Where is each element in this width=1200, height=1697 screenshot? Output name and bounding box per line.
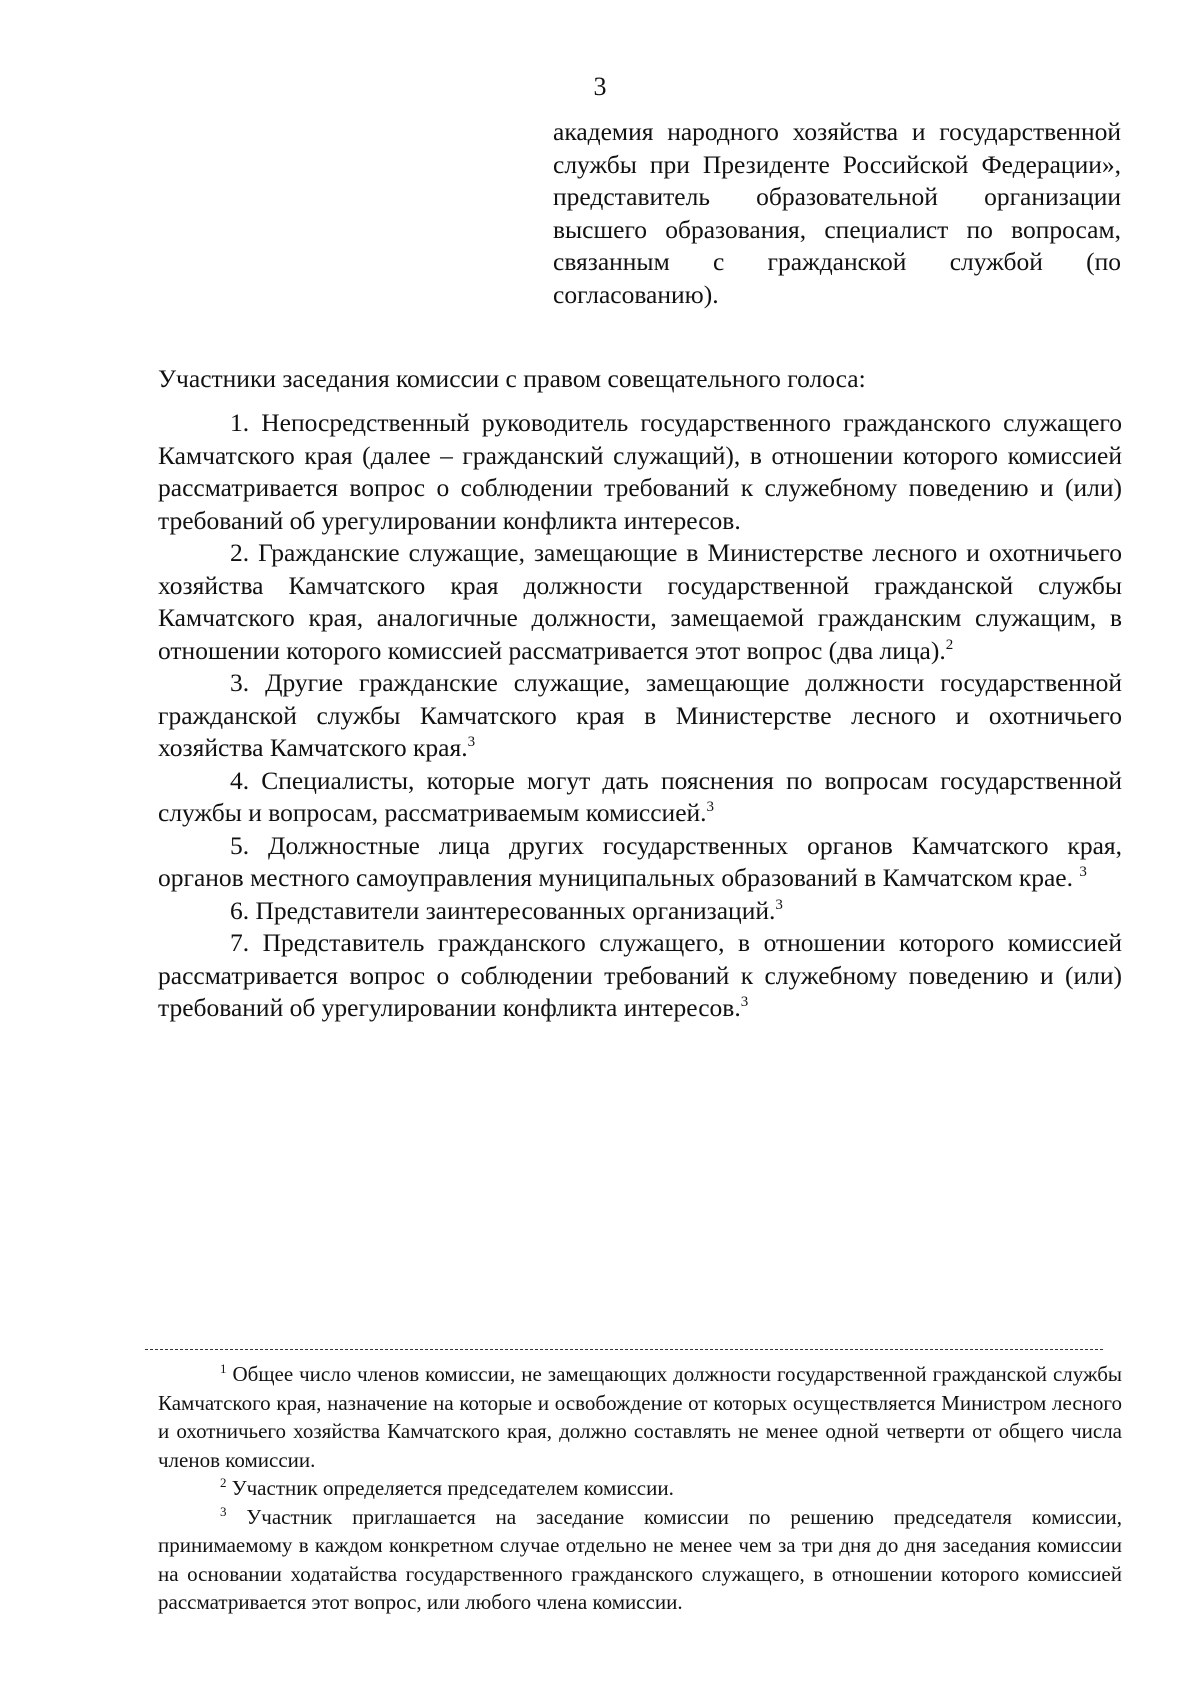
footnote-text: Участник приглашается на заседание комиссии по решению председателя комиссии, принимаемому в каждом конкретном случае отдельно не менее чем за три дня до дня заседания комиссии на основании ходатайства государственного гражданского служащего, в отношении которого комиссией рассматривается этот вопрос, или любого члена комиссии. [158, 1504, 1122, 1614]
footnote-number: 2 [220, 1475, 227, 1490]
footnotes [158, 1360, 1122, 1617]
list-item [158, 830, 1122, 895]
footnote-number: 1 [220, 1361, 227, 1376]
footnote-separator [145, 1349, 1103, 1350]
footnote-ref: 3 [467, 734, 476, 750]
footnote-ref: 3 [740, 994, 749, 1010]
footnote [158, 1474, 1122, 1503]
list-item [158, 895, 1122, 928]
footnote-ref: 3 [775, 896, 783, 913]
page-number: 3 [593, 72, 607, 101]
list-item-text: 5. Должностные лица других государственных органов Камчатского края, органов местного самоуправления муниципальных образований в Камчатском крае. [158, 830, 1122, 892]
section-heading: Участники заседания комиссии с правом совещательного голоса: [158, 364, 866, 393]
list-item-text: 4. Специалисты, которые могут дать пояснения по вопросам государственной службы и вопросам, рассматриваемым комиссией. [158, 765, 1122, 827]
commission-member-continuation: академия народного хозяйства и государственной службы при Президенте Российской Федерации», представитель образовательной организации высшего образования, специалист по вопросам, связанным с гражданской службой (по согласованию). [553, 117, 1121, 309]
list-item-text: 6. Представители заинтересованных организаций. [230, 895, 776, 925]
footnote-ref: 2 [945, 636, 954, 653]
footnote-number: 3 [220, 1503, 227, 1519]
footnote-ref: 3 [706, 799, 715, 815]
footnote [158, 1360, 1122, 1474]
list-item [158, 537, 1122, 667]
footnote-ref: 3 [1079, 864, 1087, 880]
list-item [158, 667, 1122, 765]
participants-list [158, 407, 1122, 1025]
list-item-text: 2. Гражданские служащие, замещающие в Министерстве лесного и охотничьего хозяйства Камчатского края должности государственной гражданской службы Камчатского края, аналогичные должности, замещаемой гражданским служащим, в отношении которого комиссией рассматривается этот вопрос (два лица). [158, 538, 1122, 665]
list-item-text: 7. Представитель гражданского служащего, в отношении которого комиссией рассматривается вопрос о соблюдении требований к служебному поведению и (или) требований об урегулировании конфликта интересов. [158, 928, 1122, 1022]
list-item [158, 927, 1122, 1025]
list-item [158, 407, 1122, 537]
list-item [158, 765, 1122, 830]
list-item-text: 1. Непосредственный руководитель государственного гражданского служащего Камчатского края (далее – гражданский служащий), в отношении которого комиссией рассматривается вопрос о соблюдении требований к служебному поведению и (или) требований об урегулировании конфликта интересов. [158, 408, 1122, 535]
list-item-text: 3. Другие гражданские служащие, замещающие должности государственной гражданской службы Камчатского края в Министерстве лесного и охотничьего хозяйства Камчатского края. [158, 668, 1122, 762]
footnote [158, 1503, 1122, 1617]
footnote-text: Участник определяется председателем комиссии. [226, 1476, 674, 1500]
footnote-text: Общее число членов комиссии, не замещающих должности государственной гражданской службы Камчатского края, назначение на которые и освобождение от которых осуществляется Министром лесного и охотничьего хозяйства Камчатского края, должно составлять не менее одной четверти от общего числа членов комиссии. [158, 1362, 1122, 1472]
